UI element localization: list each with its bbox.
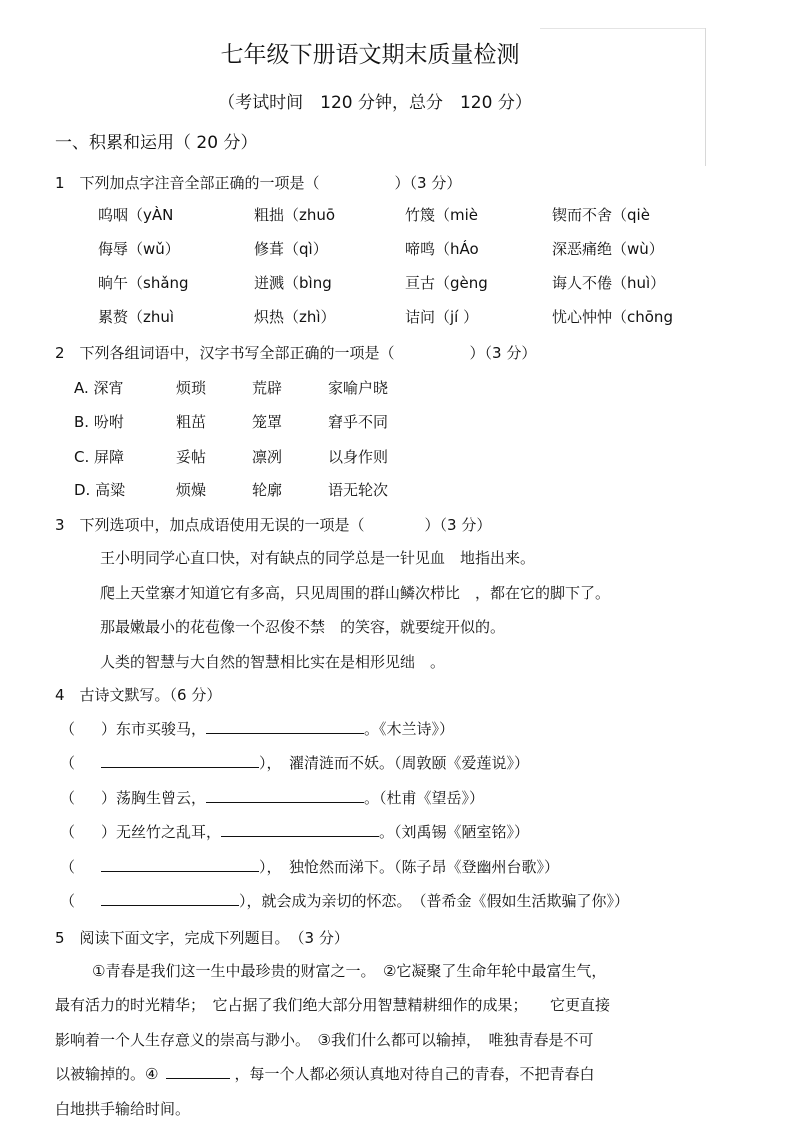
q2-option: 妥帖 [176,448,207,466]
passage-line: 以被输掉的。④ ，每一个人都必须认真地对待自己的青春，不把青春白 [55,1065,595,1083]
q1-item: 深恶痛绝（wù） [552,240,664,258]
q1-item: 呜咽（yÀN [98,206,174,224]
section-heading: 一、积累和运用（ 20 分） [55,133,258,153]
q2-option: 以身作则 [328,448,389,466]
question-4-stem: 4 古诗文默写。（6 分） [55,686,222,704]
page-title: 七年级下册语文期末质量检测 [220,42,520,68]
q2-option: 荒辟 [252,379,283,397]
q1-item: 竹篾（miè [405,206,479,224]
q2-option: 窘乎不同 [328,413,389,431]
q3-option: 人类的智慧与大自然的智慧相比实在是相形见绌 。 [100,653,446,671]
answer-blank[interactable] [101,753,259,768]
question-3-stem: 3 下列选项中，加点成语使用无误的一项是（ ）（3 分） [55,516,492,534]
q1-item: 侮辱（wǔ） [98,240,180,258]
q1-item: 晌午（shǎng [98,274,189,292]
question-2-stem: 2 下列各组词语中，汉字书写全部正确的一项是（ ）（3 分） [55,344,537,362]
answer-blank[interactable] [206,719,364,734]
question-1-stem: 1 下列加点字注音全部正确的一项是（ ）（3 分） [55,174,462,192]
q1-item: 修葺（qì） [254,240,328,258]
poem-line: （ ）东市买骏马， 。《木兰诗》） [60,720,455,738]
q2-option: 语无轮次 [328,481,389,499]
passage-line: 影响着一个人生存意义的崇高与渺小。 ③我们什么都可以输掉， 唯独青春是不可 [55,1031,594,1049]
q2-option: 家喻户晓 [328,379,389,397]
answer-blank[interactable] [206,788,364,803]
q1-item: 炽热（zhì） [254,308,336,326]
answer-blank[interactable] [166,1064,230,1079]
q2-option: C. 屏障 [74,448,125,466]
answer-blank[interactable] [101,891,239,906]
q2-option: A. 深宵 [74,379,124,397]
q3-option: 王小明同学心直口快，对有缺点的同学总是一针见血 地指出来。 [100,549,536,567]
answer-blank[interactable] [221,822,379,837]
q2-option: 笼罩 [252,413,283,431]
q1-item: 亘古（gèng [405,274,488,292]
q2-option: 凛冽 [252,448,283,466]
passage-line: ①青春是我们这一生中最珍贵的财富之一。 ②它凝聚了生命年轮中最富生气， [92,962,607,980]
q2-option: 轮廓 [252,481,283,499]
q1-item: 粗拙（zhuō [254,206,336,224]
poem-line: （ ）无丝竹之乱耳， 。（刘禹锡《陋室铭》） [60,823,530,841]
q1-item: 诘问（jí ） [405,308,479,326]
q2-option: B. 吩咐 [74,413,124,431]
poem-line: （ ）荡胸生曾云， 。（杜甫《望岳》） [60,789,485,807]
q1-item: 锲而不舍（qiè [552,206,650,224]
page-edge-top [540,28,705,29]
q1-item: 忧心忡忡（chōng [552,308,673,326]
q3-option: 爬上天堂寨才知道它有多高，只见周围的群山鳞次栉比 ，都在它的脚下了。 [100,584,611,602]
q2-option: D. 高粱 [74,481,126,499]
q2-option: 烦琐 [176,379,207,397]
answer-blank[interactable] [101,857,259,872]
poem-line: （ ）， 独怆然而涕下。（陈子昂《登幽州台歌》） [60,858,560,876]
q1-item: 诲人不倦（huì） [552,274,666,292]
q2-option: 粗茁 [176,413,207,431]
passage-line: 白地拱手输给时间。 [55,1100,191,1118]
q2-option: 烦燥 [176,481,207,499]
q1-item: 啼鸣（hÁo [405,240,479,258]
question-5-stem: 5 阅读下面文字，完成下列题目。 （3 分） [55,929,349,947]
poem-line: （ ）， 濯清涟而不妖。（周敦颐《爱莲说》） [60,754,530,772]
exam-info: （考试时间 120 分钟，总分 120 分） [218,93,532,113]
passage-line: 最有活力的时光精华； 它占据了我们绝大部分用智慧精耕细作的成果； 它更直接 [55,996,611,1014]
q1-item: 累赘（zhuì [98,308,175,326]
q1-item: 迸溅（bìng [254,274,332,292]
q3-option: 那最嫩最小的花苞像一个忍俊不禁 的笑容，就要绽开似的。 [100,618,506,636]
poem-line: （ ），就会成为亲切的怀恋。 （普希金《假如生活欺骗了你》） [60,892,630,910]
